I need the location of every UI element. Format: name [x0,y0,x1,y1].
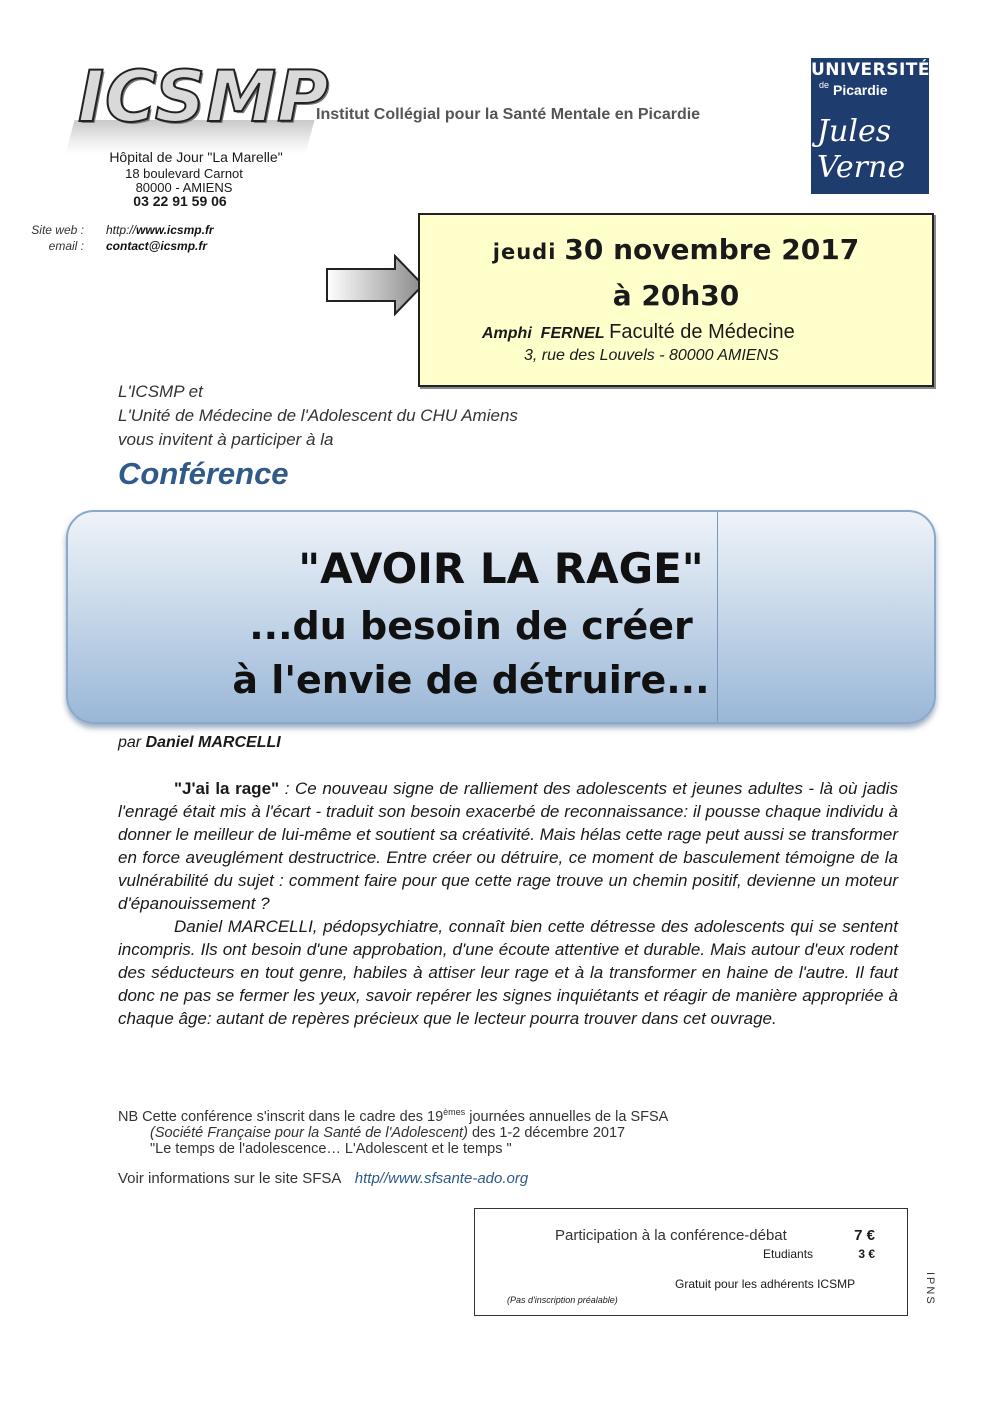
event-info-box [418,213,934,387]
author-prefix: par [118,734,142,751]
nb-line-1 [118,1104,668,1125]
banner-title: "AVOIR LA RAGE" [298,544,704,593]
university-line2: de [819,80,830,90]
website-prefix: http:// [106,223,137,237]
author-name: Daniel MARCELLI [145,734,281,751]
sfsa-link[interactable]: http//www.sfsante-ado.org [354,1170,529,1187]
address-line: 18 boulevard Carnot [125,166,243,181]
price-value-1: 7 € [854,1227,875,1244]
event-date-value: 30 novembre 2017 [564,233,860,266]
conference-heading: Conférence [118,456,289,491]
address-line: Hôpital de Jour "La Marelle" [109,149,283,165]
phone-number: 03 22 91 59 06 [133,193,227,209]
intro-line: L'Unité de Médecine de l'Adolescent du CHU Amiens [118,406,518,425]
university-line3: Picardie [833,82,888,98]
venue-amphi: Amphi [482,325,532,342]
price-value-2: 3 € [858,1247,875,1261]
website-label: Site web : [31,223,84,237]
banner-subtitle-2: à l'envie de détruire... [232,658,710,702]
event-date [420,233,932,266]
arrow-right-icon [325,254,425,316]
description-body [118,777,898,1030]
pricing-box [474,1208,908,1316]
title-banner [66,510,936,724]
price-label-1: Participation à la conférence-débat [555,1227,787,1244]
university-logo [811,58,929,194]
university-signature: Jules Verne [817,114,906,185]
venue-fernel: FERNEL [540,325,605,342]
nb-line-2 [118,1125,668,1141]
event-day: jeudi [492,240,557,264]
event-address: 3, rue des Louvels - 80000 AMIENS [524,347,779,364]
email-link[interactable]: contact@icsmp.fr [106,239,208,253]
paragraph-2: Daniel MARCELLI, pédopsychiatre, connaît bien cette détresse des adolescents qui se sentent incompris. Ils ont besoin d'une approbation, d'une écoute attentive et durable. Mais autour d'eux rodent des séducteurs en tout genre, habiles à attiser leur rage et à la transformer en haine de l'autre. Il faut donc ne pas se fermer les yeux, savoir repérer les signes inquiétants et réagir de manière appropriée à chaque âge: autant de repères précieux que le lecteur pourra trouver dans cet ouvrage. [118,917,898,1028]
event-venue [482,321,795,344]
address-line: 80000 - AMIENS [135,180,233,195]
paragraph-1-text: : Ce nouveau signe de ralliement des adolescents et jeunes adultes - là où jadis l'enragé était mis à l'écart - traduit son besoin exacerbé de reconnaissance: il pousse chaque individu à donner le meilleur de lui-même et soutient sa créativité. Mais hélas cette rage peut aussi se transformer en force aveuglément destructrice. Entre créer ou détruire, ce moment de basculement témoigne de la vulnérabilité du sujet : comment faire pour que cette rage trouve un chemin positif, devienne un moteur d'épanouissement ? [118,779,898,913]
quote: "J'ai la rage" [174,779,280,798]
paragraph-1 [118,777,898,915]
intro-line: L'ICSMP et [118,382,203,401]
more-info-label: Voir informations sur le site SFSA [118,1170,341,1187]
email-label: email : [48,239,84,253]
free-members: Gratuit pour les adhérents ICSMP [675,1277,856,1291]
banner-subtitle-1: ...du besoin de créer [249,604,693,648]
registration-note: (Pas d'inscription préalable) [507,1295,618,1305]
website-link[interactable]: www.icsmp.fr [136,223,214,237]
nb-line-2-b: des 1-2 décembre 2017 [467,1124,626,1141]
more-info [118,1170,528,1187]
venue-faculty: Faculté de Médecine [609,321,795,343]
nb-line-2-a: (Société Française pour la Santé de l'Adolescent) [150,1124,468,1141]
nb-line-1-b: journées annuelles de la SFSA [465,1108,669,1125]
intro-line: vous invitent à participer à la [118,430,334,449]
author-line [118,734,281,752]
nb-line-1-a: NB Cette conférence s'inscrit dans le cadre des 19 [118,1108,444,1125]
price-label-2: Etudiants [763,1247,814,1261]
icsmp-logo: ICSMP [78,56,330,138]
email-row [0,238,207,254]
university-line1: UNIVERSITÉ [811,60,930,80]
nb-note [118,1104,668,1157]
website-row [0,222,214,238]
institute-name: Institut Collégial pour la Santé Mentale en Picardie [316,106,701,123]
event-time: à 20h30 [612,279,740,312]
ipns-mark: IPNS [924,1272,936,1306]
nb-line-3: "Le temps de l'adolescence… L'Adolescent et le temps " [150,1140,512,1157]
nb-sup: èmes [443,1107,466,1117]
